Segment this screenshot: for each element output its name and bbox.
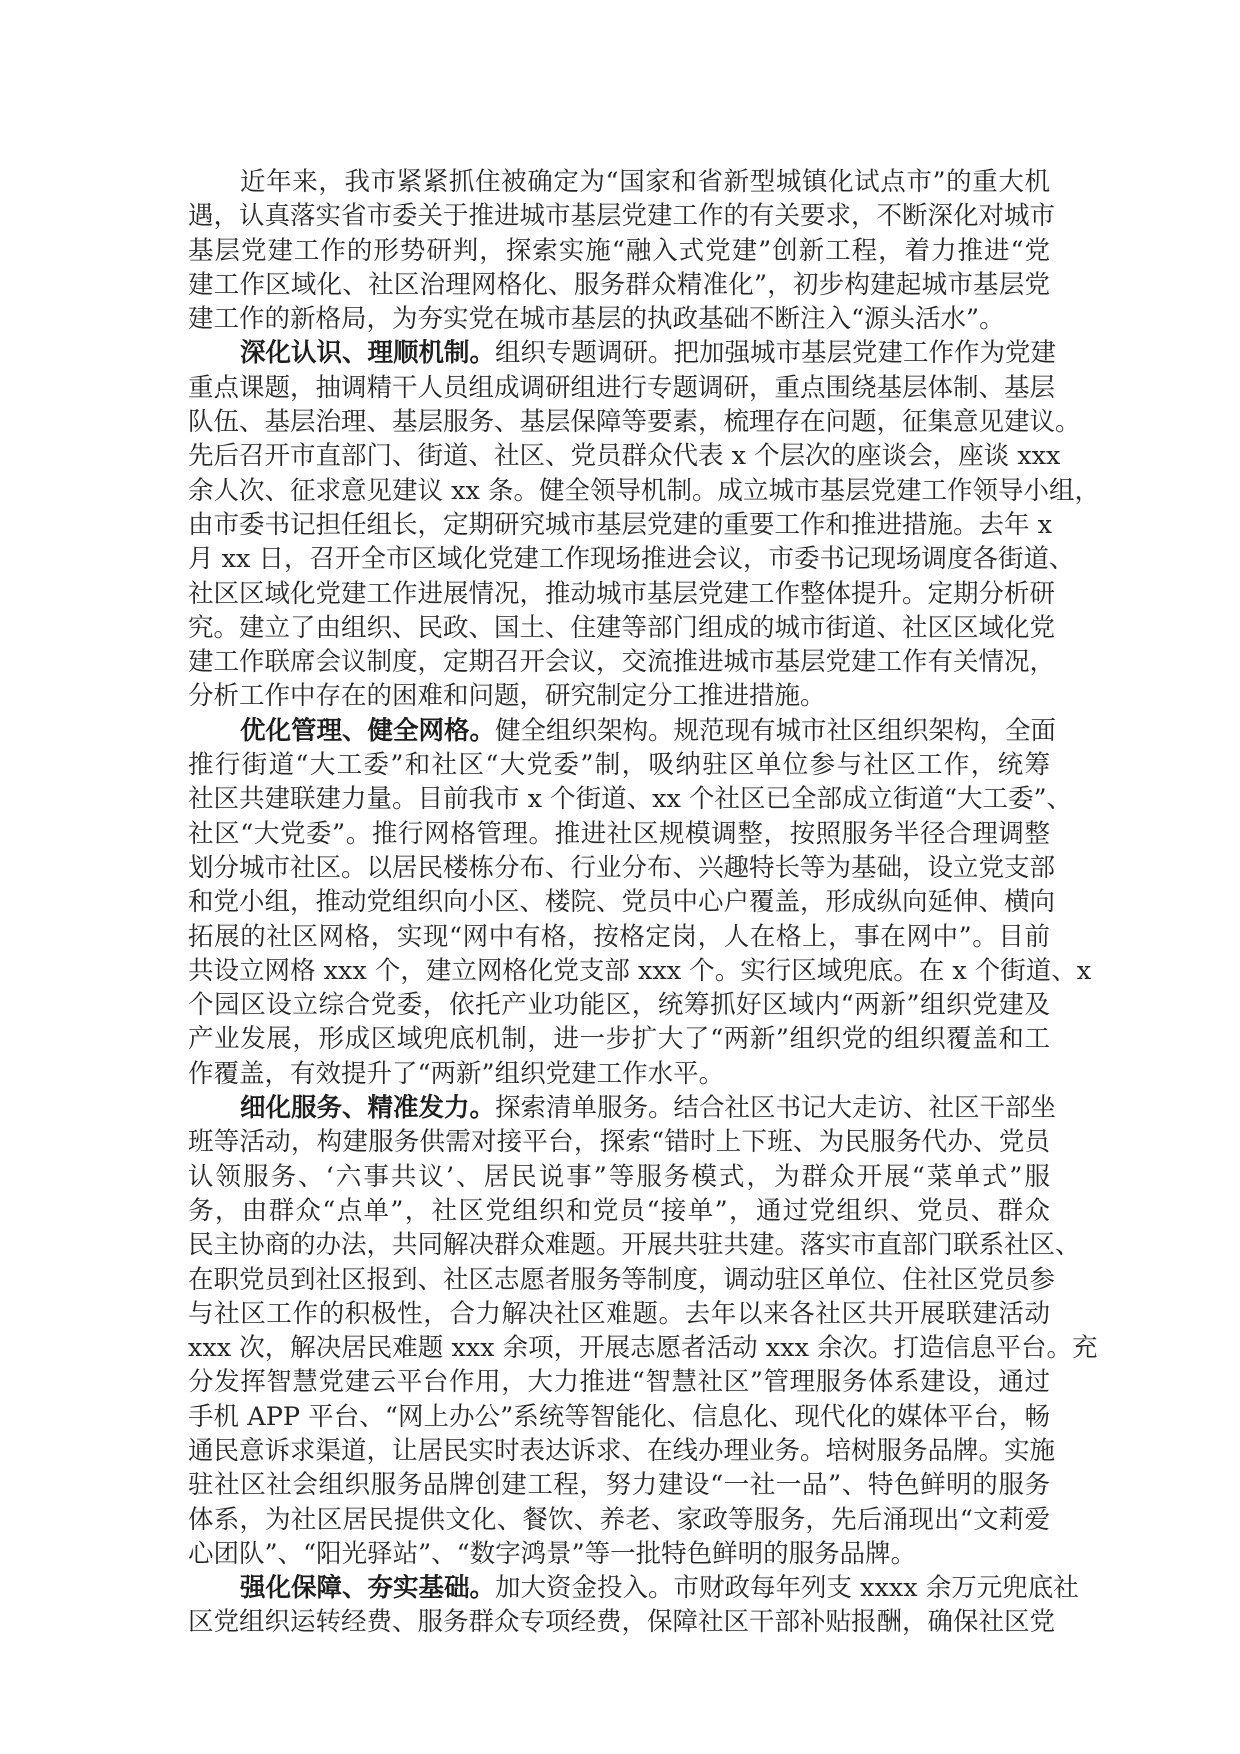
line-text: 先后召开市直部门、街道、社区、党员群众代表 x 个层次的座谈会，座谈 xxx (188, 441, 1061, 472)
text-line (188, 1263, 1056, 1297)
paragraph (188, 714, 1092, 1091)
line-text: 社区“大党委”。推行网格管理。推进社区规模调整，按照服务半径合理调整 (188, 818, 1050, 849)
text-line (188, 782, 1073, 816)
line-text: 务，由群众“点单”，社区党组织和党员“接单”，通过党组织、党员、群众 (188, 1195, 1050, 1226)
paragraph (188, 165, 1056, 336)
line-text: 社区区域化党建工作进展情况，推动城市基层党建工作整体提升。定期分析研 (188, 578, 1056, 609)
line-text: 班等活动，构建服务供需对接平台，探索“错时上下班、为民服务代办、党员 (188, 1127, 1050, 1158)
line-text: 体系，为社区居民提供文化、餐饮、养老、家政等服务，先后涌现出“文莉爱 (188, 1504, 1050, 1535)
text-line (188, 1468, 1050, 1502)
line-text: 建工作联席会议制度，定期召开会议，交流推进城市基层党建工作有关情况， (188, 647, 1056, 678)
line-text: 通民意诉求渠道，让居民实时表达诉求、在线办理业务。培树服务品牌。实施 (188, 1435, 1056, 1466)
text-line (188, 611, 1056, 645)
text-line (188, 679, 1050, 713)
text-line (188, 1022, 1050, 1056)
text-line (188, 1091, 1057, 1125)
text-line (188, 1434, 1056, 1468)
text-line (188, 371, 1056, 405)
text-line (188, 817, 1050, 851)
text-line (188, 1228, 1081, 1262)
text-line (188, 1537, 1050, 1571)
text-line (188, 1160, 1050, 1194)
line-text: 心团队”、“阳光驿站”、“数字鸿景”等一批特色鲜明的服务品牌。 (188, 1538, 917, 1569)
line-text: 拓展的社区网格，实现“网中有格，按格定岗，人在格上，事在网中”。目前 (188, 921, 1050, 952)
line-text: 手机 APP 平台、“网上办公”系统等智能化、信息化、现代化的媒体平台，畅 (188, 1401, 1050, 1432)
paragraph-heading: 深化认识、理顺机制。 (240, 338, 496, 369)
text-line (188, 885, 1056, 919)
line-text: 分析工作中存在的困难和问题，研究制定分工推进措施。 (188, 681, 826, 712)
text-line (188, 268, 1050, 302)
text-line (188, 1605, 1056, 1639)
text-line (188, 1057, 1050, 1091)
line-text: 组织专题调研。把加强城市基层党建工作作为党建 (495, 338, 1057, 369)
line-text: 月 xx 日，召开全市区域化党建工作现场推进会议，市委书记现场调度各街道、 (188, 544, 1075, 575)
text-line (188, 1331, 1098, 1365)
line-text: 重点课题，抽调精干人员组成调研组进行专题调研，重点围绕基层体制、基层 (188, 372, 1056, 403)
text-line (188, 508, 1050, 542)
line-text: 遇，认真落实省市委关于推进城市基层党建工作的有关要求，不断深化对城市 (188, 201, 1056, 232)
text-line (188, 439, 1061, 473)
text-line (188, 302, 1050, 336)
text-line (188, 920, 1050, 954)
line-text: 与社区工作的积极性，合力解决社区难题。去年以来各社区共开展联建活动 (188, 1298, 1050, 1329)
text-line (188, 474, 1100, 508)
line-text: 由市委书记担任组长，定期研究城市基层党建的重要工作和推进措施。去年 x (188, 509, 1052, 540)
line-text: 认领服务、‘六事共议’、居民说事”等服务模式，为群众开展“菜单式”服 (188, 1161, 1050, 1192)
line-text: 建工作区域化、社区治理网格化、服务群众精准化”，初步构建起城市基层党 (188, 269, 1050, 300)
line-text: 在职党员到社区报到、社区志愿者服务等制度，调动驻区单位、住社区党员参 (188, 1264, 1056, 1295)
text-line (188, 577, 1056, 611)
line-text: 余人次、征求意见建议 xx 条。健全领导机制。成立城市基层党建工作领导小组， (188, 475, 1100, 506)
text-line (188, 954, 1092, 988)
line-text: 和党小组，推动党组织向小区、楼院、党员中心户覆盖，形成纵向延伸、横向 (188, 887, 1056, 918)
line-text: 产业发展，形成区域兜底机制，进一步扩大了“两新”组织党的组织覆盖和工 (188, 1024, 1050, 1055)
line-text: 分发挥智慧党建云平台作用，大力推进“智慧社区”管理服务体系建设，通过 (188, 1367, 1050, 1398)
text-line (188, 988, 1050, 1022)
paragraph (188, 336, 1100, 713)
text-line (188, 542, 1075, 576)
text-line (188, 851, 1056, 885)
text-line (188, 1194, 1050, 1228)
text-line (188, 336, 1057, 370)
paragraph (188, 1571, 1079, 1640)
line-text: 驻社区社会组织服务品牌创建工程，努力建设“一社一品”、特色鲜明的服务 (188, 1470, 1050, 1501)
text-line (188, 199, 1056, 233)
text-line (188, 1503, 1050, 1537)
text-line (188, 165, 1050, 199)
line-text: 近年来，我市紧紧抓住被确定为“国家和省新型城镇化试点市”的重大机 (240, 167, 1050, 197)
line-text: 民主协商的办法，共同解决群众难题。开展共驻共建。落实市直部门联系社区、 (188, 1230, 1081, 1261)
line-text: 社区共建联建力量。目前我市 x 个街道、xx 个社区已全部成立街道“大工委”、 (188, 784, 1073, 815)
text-line (188, 1365, 1050, 1399)
line-text: 共设立网格 xxx 个，建立网格化党支部 xxx 个。实行区域兜底。在 x 个街道、x (188, 955, 1092, 986)
line-text: 作覆盖，有效提升了“两新”组织党建工作水平。 (188, 1058, 725, 1089)
paragraph-heading: 细化服务、精准发力。 (240, 1093, 496, 1124)
text-line (188, 405, 1081, 439)
paragraph (188, 1091, 1098, 1571)
line-text: 队伍、基层治理、基层服务、基层保障等要素，梳理存在问题，征集意见建议。 (188, 407, 1081, 438)
text-line (188, 748, 1050, 782)
line-text: xxx 次，解决居民难题 xxx 余项，开展志愿者活动 xxx 余次。打造信息平台。充 (188, 1333, 1098, 1364)
line-text: 基层党建工作的形势研判，探索实施“融入式党建”创新工程，着力推进“党 (188, 235, 1050, 266)
text-line (188, 1297, 1050, 1331)
paragraph-heading: 强化保障、夯实基础。 (240, 1573, 496, 1604)
text-line (188, 645, 1056, 679)
line-text: 探索清单服务。结合社区书记大走访、社区干部坐 (495, 1093, 1057, 1124)
text-line (188, 234, 1050, 268)
line-text: 究。建立了由组织、民政、国土、住建等部门组成的城市街道、社区区域化党 (188, 612, 1056, 643)
line-text: 划分城市社区。以居民楼栋分布、行业分布、兴趣特长等为基础，设立党支部 (188, 852, 1056, 883)
line-text: 区党组织运转经费、服务群众专项经费，保障社区干部补贴报酬，确保社区党 (188, 1607, 1056, 1638)
line-text: 推行街道“大工委”和社区“大党委”制，吸纳驻区单位参与社区工作，统筹 (188, 750, 1050, 781)
text-line (188, 1571, 1079, 1605)
paragraph-heading: 优化管理、健全网格。 (240, 715, 496, 746)
line-text: 建工作的新格局，为夯实党在城市基层的执政基础不断注入“源头活水”。 (188, 304, 1005, 335)
text-line (188, 714, 1057, 748)
line-text: 个园区设立综合党委，依托产业功能区，统筹抓好区域内“两新”组织党建及 (188, 990, 1050, 1021)
text-line (188, 1125, 1050, 1159)
text-line (188, 1400, 1050, 1434)
line-text: 加大资金投入。市财政每年列支 xxxx 余万元兜底社 (495, 1573, 1079, 1604)
document-page (188, 165, 1100, 1640)
line-text: 健全组织架构。规范现有城市社区组织架构，全面 (495, 715, 1057, 746)
